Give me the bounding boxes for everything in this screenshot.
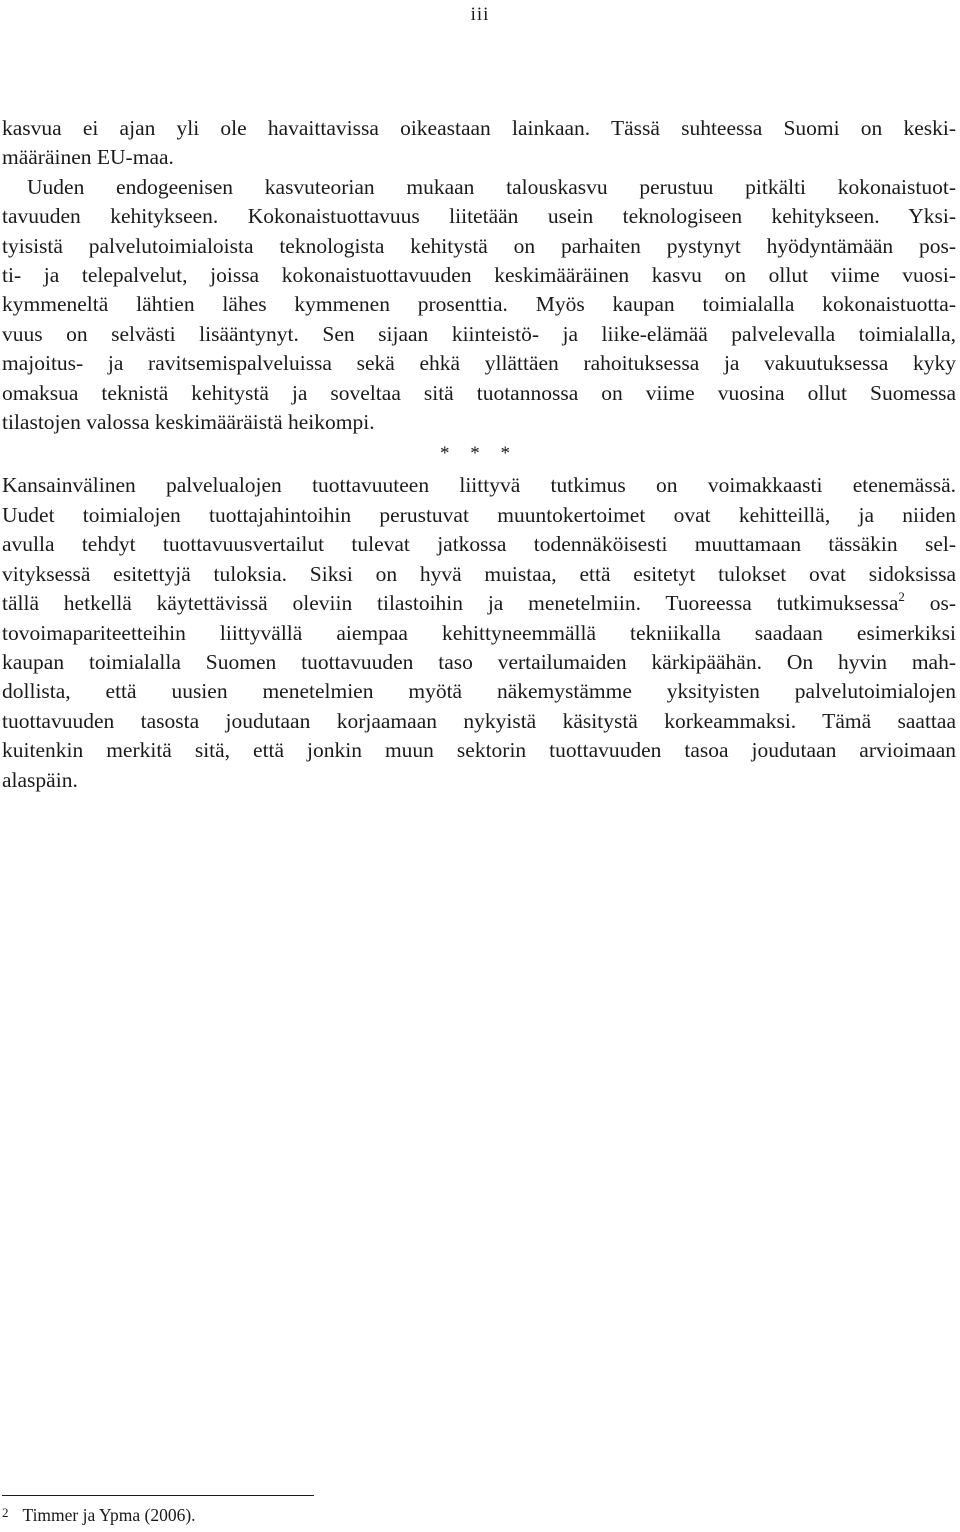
page-number: iii	[470, 4, 490, 25]
text-line: majoitus- ja ravitsemispalveluissa sekä ehkä yllättäen rahoituksessa ja vakuutuksessa kyky	[2, 351, 956, 376]
footnote-divider	[2, 1495, 314, 1496]
text-line: ti- ja telepalvelut, joissa kokonaistuottavuuden keskimääräinen kasvu on ollut viime vuosi-	[2, 263, 956, 288]
footnote-mark: 2	[2, 1505, 9, 1520]
text-line: Uudet toimialojen tuottajahintoihin perustuvat muuntokertoimet ovat kehitteillä, ja niiden	[2, 502, 956, 527]
text-line: kasvua ei ajan yli ole havaittavissa oikeastaan lainkaan. Tässä suhteessa Suomi on keski-	[2, 116, 956, 140]
text-line: tuottavuuden tasosta joudutaan korjaamaan nykyistä käsitystä korkeammaksi. Tämä saattaa	[2, 708, 956, 733]
footnote	[2, 1505, 196, 1526]
text-line-with-footnote	[2, 589, 956, 618]
text-line-part: tällä hetkellä käytettävissä oleviin tilastoihin ja menetelmiin. Tuoreessa tutkimuksessa	[2, 591, 899, 616]
text-line: vuus on selvästi lisääntynyt. Sen sijaan kiinteistö- ja liike-elämää palvelevalla toimialalla,	[2, 321, 956, 346]
paragraph-3	[2, 471, 956, 794]
footnote-text: Timmer ja Ypma (2006).	[22, 1505, 196, 1525]
body-text	[2, 114, 956, 795]
footnote-reference[interactable]: 2	[898, 589, 905, 605]
paragraph-2	[2, 173, 956, 438]
text-line: tilastojen valossa keskimääräistä heikompi.	[2, 410, 375, 435]
text-line: määräinen EU-maa.	[2, 145, 174, 170]
text-line-part: os-	[929, 591, 957, 616]
text-line: tavuuden kehitykseen. Kokonaistuottavuus liitetään usein teknologiseen kehitykseen. Yksi-	[2, 204, 956, 229]
text-line: tyisistä palvelutoimialoista teknologista kehitystä on parhaiten pystynyt hyödyntämään pos-	[2, 233, 956, 258]
text-line: kaupan toimialalla Suomen tuottavuuden taso vertailumaiden kärkipäähän. On hyvin mah-	[2, 649, 956, 674]
text-line: tovoimapariteetteihin liittyvällä aiempaa kehittyneemmällä tekniikalla saadaan esimerkiksi	[2, 620, 956, 645]
text-line: avulla tehdyt tuottavuusvertailut tulevat jatkossa todennäköisesti muuttamaan tässäkin sel-	[2, 532, 956, 557]
text-line: vityksessä esitettyjä tuloksia. Siksi on hyvä muistaa, että esitetyt tulokset ovat sidoksissa	[2, 561, 956, 586]
text-line: kymmeneltä lähtien lähes kymmenen prosenttia. Myös kaupan toimialalla kokonaistuotta-	[2, 292, 956, 317]
text-line: kuitenkin merkitä sitä, että jonkin muun sektorin tuottavuuden tasoa joudutaan arvioimaan	[2, 738, 956, 763]
text-line: Uuden endogeenisen kasvuteorian mukaan talouskasvu perustuu pitkälti kokonaistuot-	[27, 174, 956, 199]
text-line: alaspäin.	[2, 767, 78, 792]
text-line: omaksua teknistä kehitystä ja soveltaa sitä tuotannossa on viime vuosina ollut Suomessa	[2, 380, 956, 405]
text-line: Kansainvälinen palvelualojen tuottavuuteen liittyvä tutkimus on voimakkaasti etenemässä.	[2, 473, 956, 498]
text-line: dollista, että uusien menetelmien myötä näkemystämme yksityisten palvelutoimialojen	[2, 679, 956, 704]
paragraph-1	[2, 114, 956, 173]
section-separator: * * *	[440, 443, 518, 465]
